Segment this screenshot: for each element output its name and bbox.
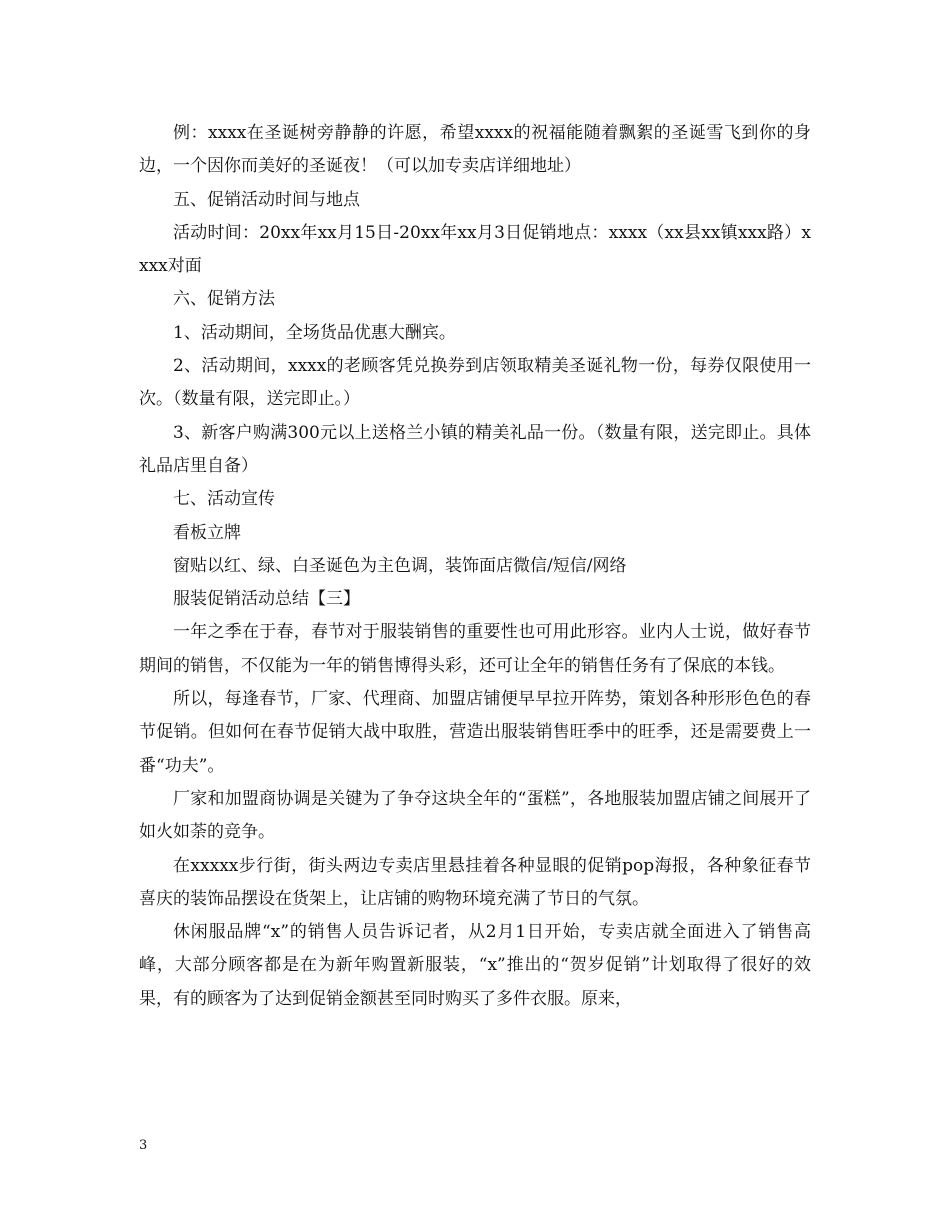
- paragraph-window-stickers: 窗贴以红、绿、白圣诞色为主色调，装饰面店微信/短信/网络: [173, 555, 627, 576]
- section-heading-promotion-methods: 六、促销方法: [173, 289, 275, 310]
- list-item-method-1: 1、活动期间，全场货品优惠大酬宾。: [173, 322, 456, 343]
- section-heading-publicity: 七、活动宣传: [173, 489, 275, 510]
- paragraph-activity-time: 活动时间：20xx年xx月15日-20xx年xx月3日促销地点：xxxx（xx县xx镇xxx路）xxxx对面: [139, 222, 811, 277]
- paragraph-spring-importance: 一年之季在于春，春节对于服装销售的重要性也可用此形容。业内人士说，做好春节期间的销售，不仅能为一年的销售博得头彩，还可让全年的销售任务有了保底的本钱。: [139, 622, 811, 676]
- list-item-method-2: 2、活动期间，xxxx的老顾客凭兑换券到店领取精美圣诞礼物一份，每券仅限使用一次。（数量有限，送完即止。）: [139, 356, 811, 410]
- page-number: 3: [139, 1138, 148, 1153]
- section-heading-time-location: 五、促销活动时间与地点: [173, 189, 360, 210]
- paragraph-signboard: 看板立牌: [173, 522, 241, 543]
- paragraph-example-wish: 例：xxxx在圣诞树旁静静的许愿，希望xxxx的祝福能随着飘絮的圣诞雪飞到你的身边，一个因你而美好的圣诞夜！（可以加专卖店详细地址）: [139, 123, 811, 177]
- paragraph-spring-promotions: 所以，每逢春节，厂家、代理商、加盟店铺便早早拉开阵势，策划各种形形色色的春节促销。但如何在春节促销大战中取胜，营造出服装销售旺季中的旺季，还是需要费上一番“功夫”。: [139, 689, 811, 776]
- list-item-method-3: 3、新客户购满300元以上送格兰小镇的精美礼品一份。（数量有限，送完即止。具体礼品店里自备）: [139, 422, 811, 476]
- paragraph-brand-x: 休闲服品牌“x”的销售人员告诉记者，从2月1日开始，专卖店就全面进入了销售高峰，大部分顾客都是在为新年购置新服装，“x”推出的“贺岁促销”计划取得了很好的效果，有的顾客为了达到促销金额甚至同时购买了多件衣服。原来，: [139, 922, 811, 1009]
- paragraph-pedestrian-street: 在xxxxx步行街，街头两边专卖店里悬挂着各种显眼的促销pop海报，各种象征春节喜庆的装饰品摆设在货架上，让店铺的购物环境充满了节日的气氛。: [139, 855, 811, 909]
- document-body: [139, 117, 811, 1016]
- paragraph-coordination: 厂家和加盟商协调是关键为了争夺这块全年的“蛋糕”，各地服装加盟店铺之间展开了如火如荼的竞争。: [139, 788, 811, 843]
- section-heading-summary-three: 服装促销活动总结【三】: [173, 589, 360, 610]
